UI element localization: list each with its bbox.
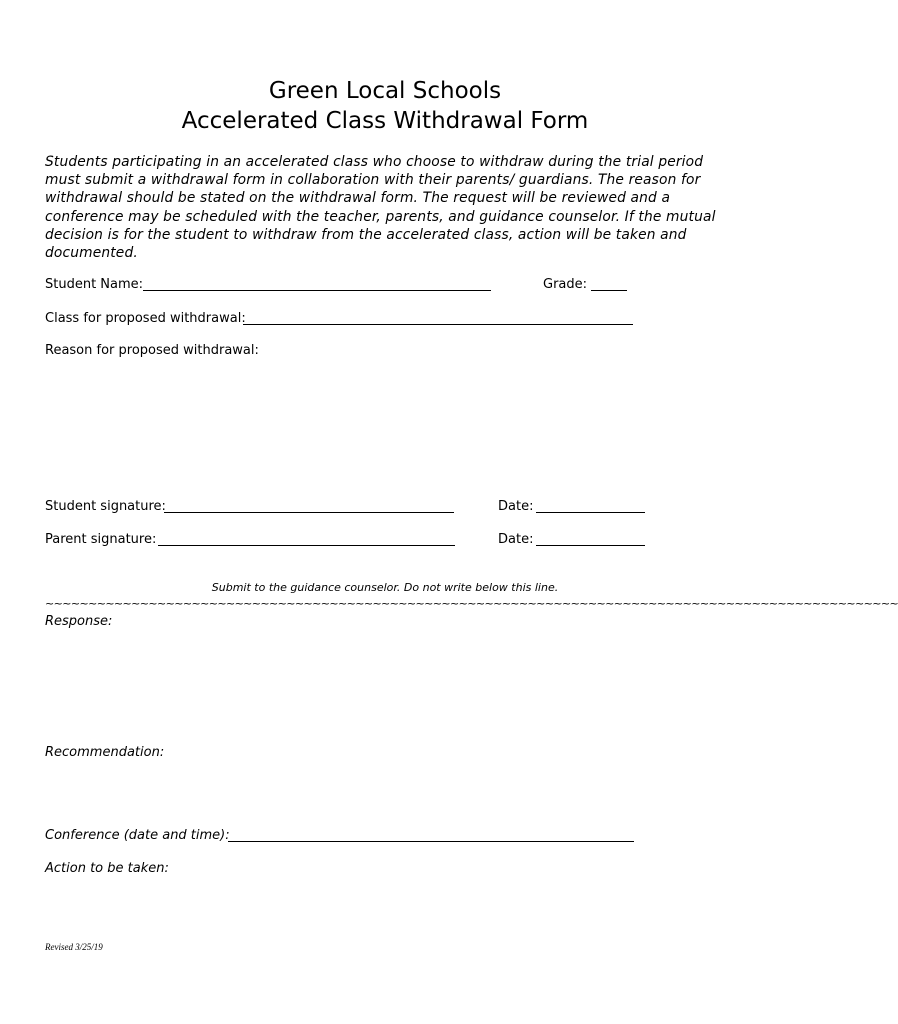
class-field[interactable] — [243, 324, 633, 325]
school-name: Green Local Schools — [268, 78, 502, 104]
student-signature-label: Student signature: — [45, 499, 166, 514]
parent-signature-label: Parent signature: — [45, 532, 157, 547]
response-field[interactable] — [45, 634, 685, 739]
class-label: Class for proposed withdrawal: — [45, 311, 246, 326]
parent-signature-field[interactable] — [158, 545, 455, 546]
student-signature-field[interactable] — [164, 512, 454, 513]
intro-paragraph: Students participating in an accelerated class who choose to withdraw during the trial period must submit a withdrawal form in collaboration with their parents/ guardians. The reason for withdrawal should be stated on the withdrawal form. The request will be reviewed and a conference may be scheduled with the teacher, parents, and guidance counselor. If the mutual decision is for the student to withdraw from the accelerated class, action will be taken and documented. — [45, 154, 716, 262]
grade-label: Grade: — [543, 277, 588, 292]
conference-label: Conference (date and time): — [45, 828, 230, 843]
tilde-divider: ~~~~~~~~~~~~~~~~~~~~~~~~~~~~~~~~~~~~~~~~~~~~~~~~~~~~~~~~~~~~~~~~~~~~~~~~~~~~~~~~~~~~~~~~~~~~~~~~~~~ — [45, 597, 898, 610]
recommendation-label: Recommendation: — [45, 745, 165, 760]
response-label: Response: — [45, 614, 113, 629]
grade-field[interactable] — [591, 290, 627, 291]
reason-label: Reason for proposed withdrawal: — [45, 343, 259, 358]
submit-note: Submit to the guidance counselor. Do not write below this line. — [211, 581, 559, 594]
student-date-field[interactable] — [536, 512, 645, 513]
student-date-label: Date: — [498, 499, 534, 514]
recommendation-field[interactable] — [45, 765, 685, 820]
student-name-field[interactable] — [143, 290, 491, 291]
conference-field[interactable] — [228, 841, 634, 842]
student-name-label: Student Name: — [45, 277, 144, 292]
form-title: Accelerated Class Withdrawal Form — [181, 108, 589, 134]
action-field[interactable] — [45, 882, 685, 932]
revised-date: Revised 3/25/19 — [45, 942, 103, 952]
parent-date-field[interactable] — [536, 545, 645, 546]
parent-date-label: Date: — [498, 532, 534, 547]
action-label: Action to be taken: — [45, 861, 169, 876]
reason-field[interactable] — [45, 364, 685, 488]
